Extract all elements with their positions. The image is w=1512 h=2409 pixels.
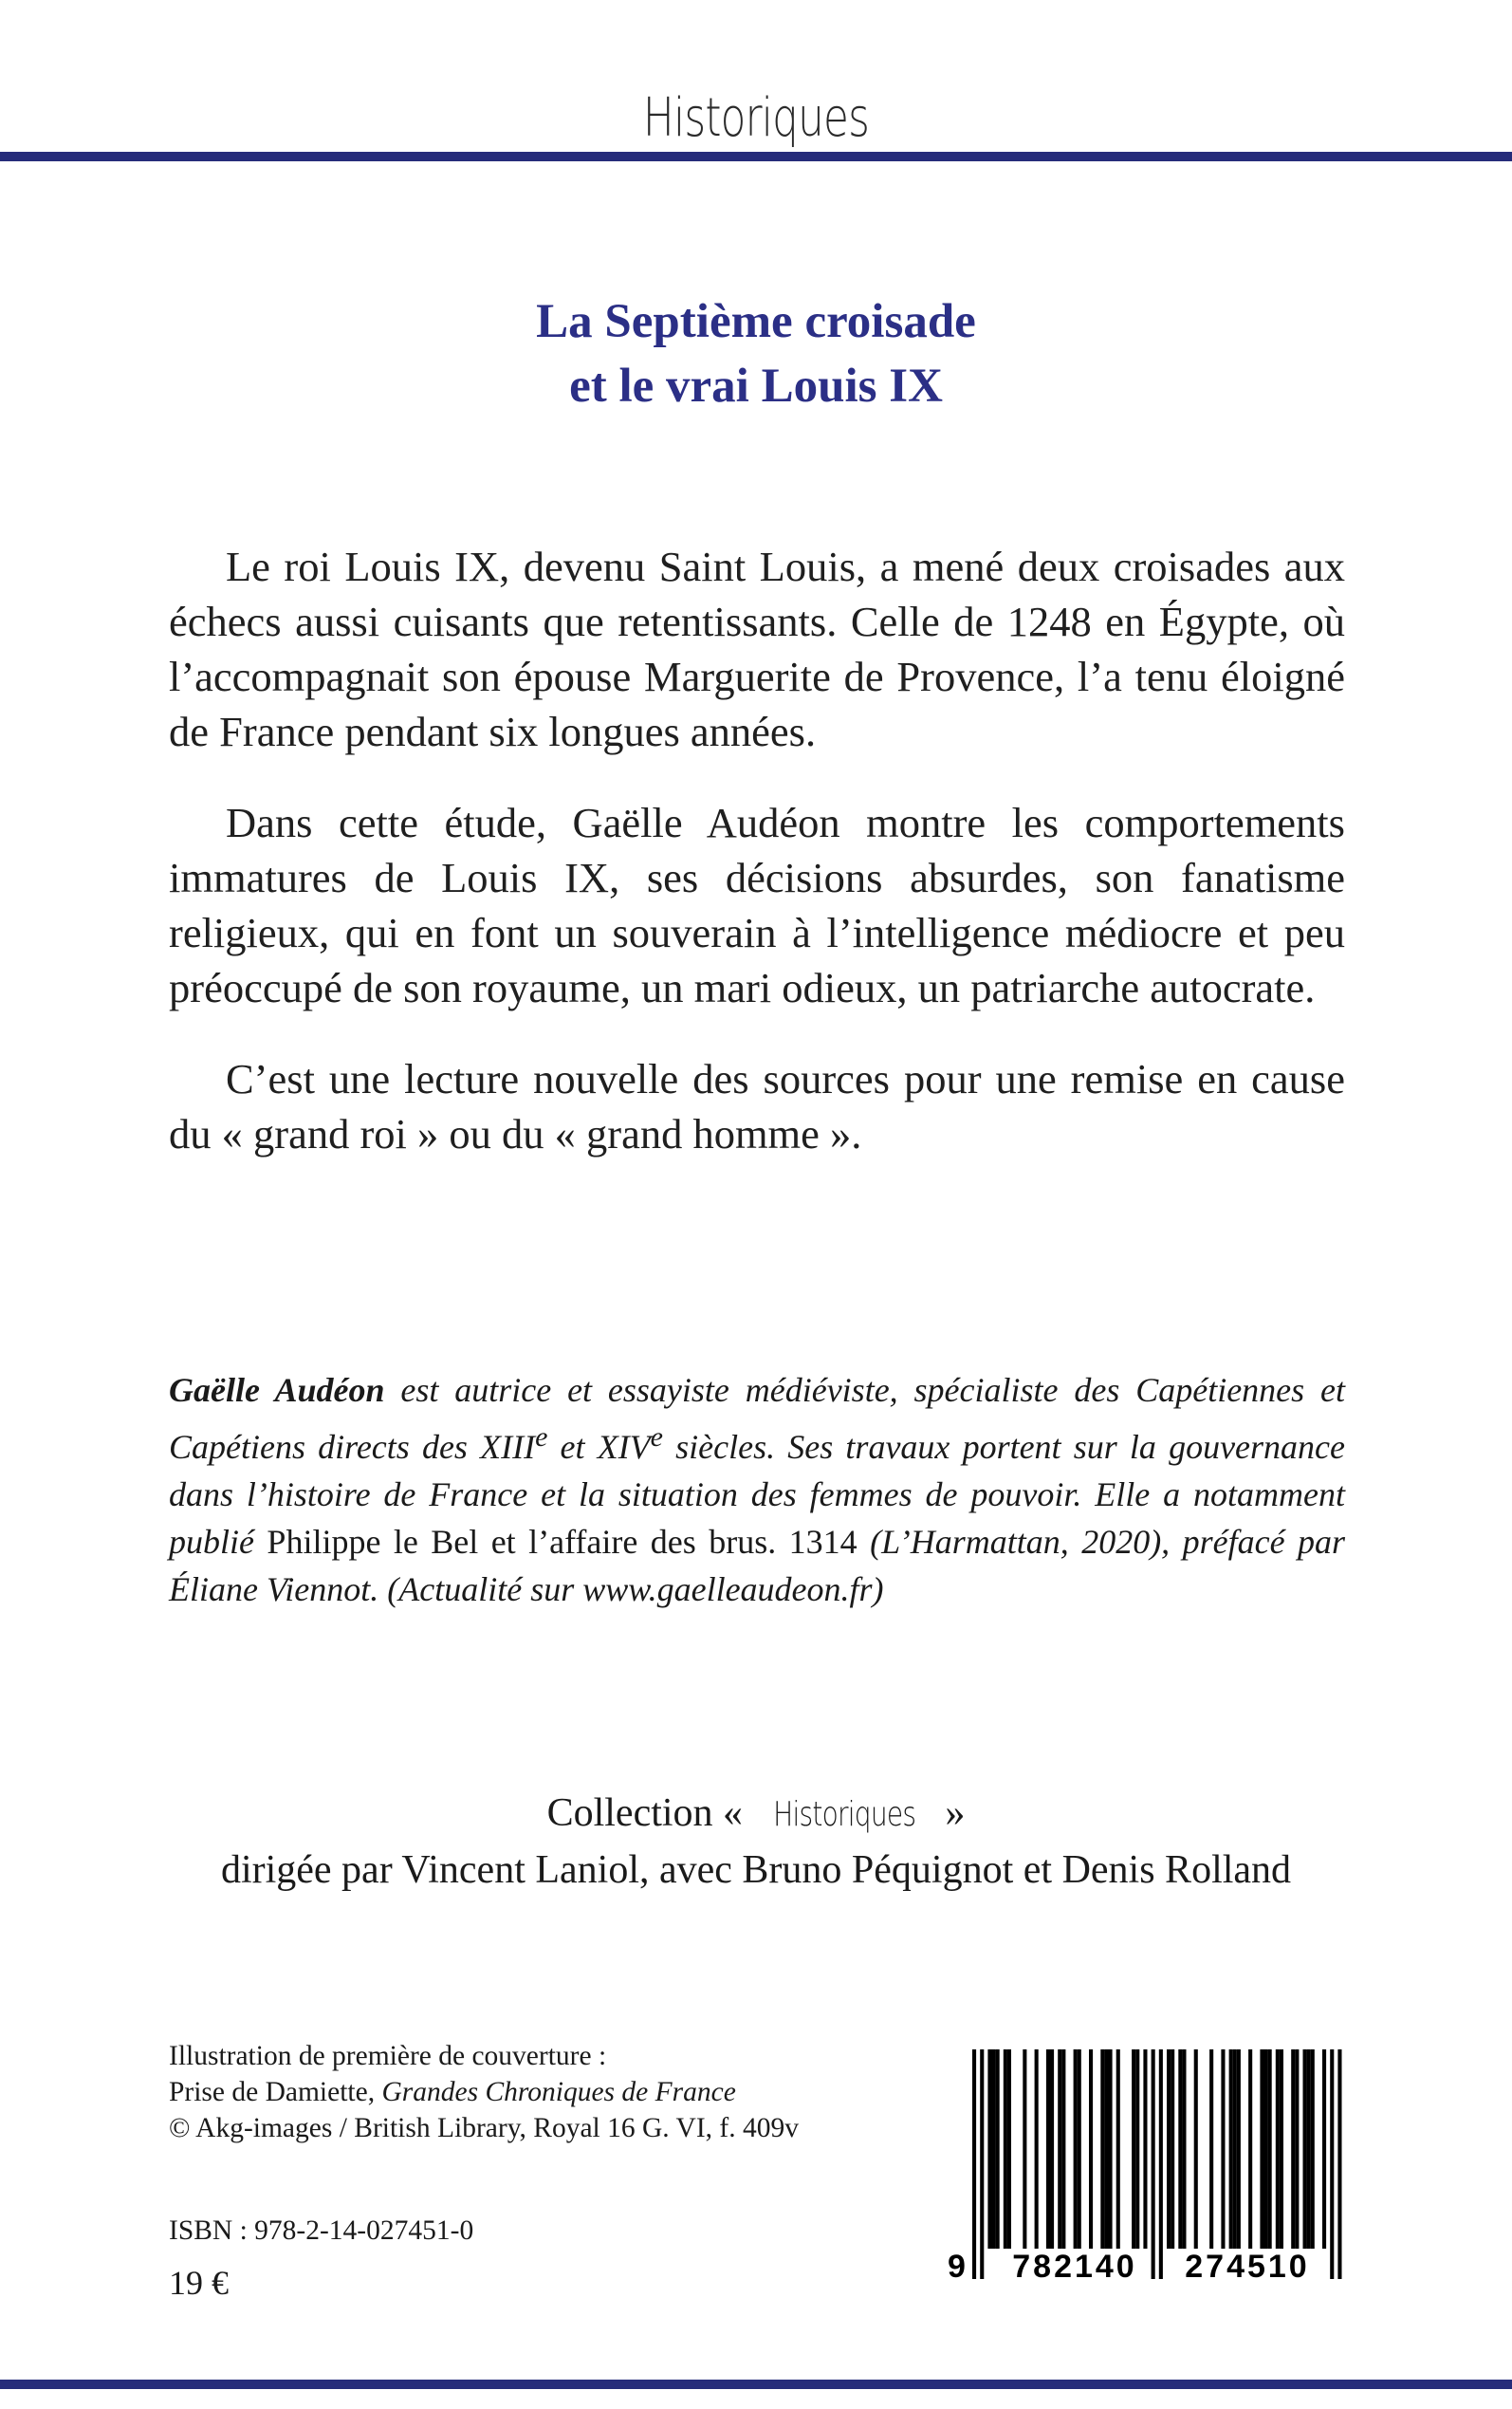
credits-italic: Grandes Chroniques de France [381,2077,736,2107]
price: 19 € [169,2264,229,2302]
barcode-bar [1233,2049,1237,2249]
bio-text-1: est autrice et essayiste médiéviste, spécialiste des Capétiennes et Capétiens directs des XIII [169,1371,1346,1466]
barcode-bar [1167,2049,1171,2249]
barcode-bar [1143,2049,1147,2249]
author-name: Gaëlle Audéon [169,1371,385,1409]
barcode-bar [992,2049,996,2249]
barcode-bar [1050,2049,1054,2249]
barcode-bar [1311,2049,1315,2249]
barcode-bar [1109,2049,1113,2249]
book-title [0,289,1512,418]
barcode-bar [1237,2049,1241,2249]
barcode-bar [1104,2049,1108,2249]
bio-text-3: siècles. Ses travaux portent sur la gouvernance dans l’histoire de France et la situation des femmes de pouvoir. Elle a notamment publié [169,1428,1345,1561]
collection-prefix: Collection « [546,1791,753,1835]
barcode-bar [1182,2049,1186,2249]
barcode-group-2: 274510 [1185,2249,1310,2285]
bio-sup-1: e [535,1421,548,1453]
collection-suffix: » [934,1791,966,1835]
barcode-bar [1291,2049,1295,2249]
barcode-bar [980,2049,984,2279]
barcode-bar [1322,2049,1326,2249]
barcode-bar [1330,2049,1334,2279]
barcode-bar [1178,2049,1182,2249]
collection-name: Historiques [772,1795,915,1834]
barcode-bar [1152,2049,1155,2279]
barcode-bar [1276,2049,1280,2249]
barcode-bar [1171,2049,1174,2249]
credits-line-3: © Akg-images / British Library, Royal 16 G. VI, f. 409v [169,2113,799,2143]
collection-directors: dirigée par Vincent Laniol, avec Bruno Péquignot et Denis Rolland [220,1848,1292,1892]
barcode-bar [1194,2049,1198,2249]
barcode-bar [1209,2049,1213,2249]
barcode-bar [1295,2049,1299,2249]
barcode-bar [1248,2049,1252,2249]
blurb-paragraph-3: C’est une lecture nouvelle des sources pour une remise en cause du « grand roi » ou du « grand homme ». [169,1055,1345,1158]
barcode-bar [1280,2049,1283,2249]
barcode-first-digit: 9 [948,2249,966,2285]
collection-line-1 [0,1786,1512,1843]
isbn: ISBN : 978-2-14-027451-0 [169,2215,474,2246]
barcode-bar [1135,2049,1139,2249]
barcode-bar [1132,2049,1135,2249]
blurb-paragraph-1: Le roi Louis IX, devenu Saint Louis, a mené deux croisades aux échecs aussi cuisants que retentissants. Celle de 1248 en Égypte, où l’accompagnait son épouse Marguerite de Provence, l’a tenu éloigné de France pendant six longues années. [169,543,1345,755]
barcode-bar [1023,2049,1026,2249]
barcode-bar [972,2049,976,2279]
bottom-rule [0,2380,1512,2389]
barcode-bar [1035,2049,1039,2249]
barcode-bar [1074,2049,1078,2249]
cover-credits [169,2038,928,2146]
barcode-bar [987,2049,991,2249]
bio-text-2: et XIV [547,1428,651,1466]
barcode-bar [1046,2049,1050,2249]
top-rule [0,152,1512,161]
barcode-bar [1303,2049,1307,2249]
barcode-bar [1264,2049,1268,2249]
collection-info [0,1786,1512,1898]
barcode-bar [1007,2049,1011,2249]
barcode-bar [1100,2049,1104,2249]
barcode [944,2049,1347,2287]
barcode-bar [1061,2049,1065,2249]
bio-text-4: (L’Harmattan, 2020), préfacé par Éliane Viennot. (Actualité sur www.gaelleaudeon.fr) [169,1523,1346,1608]
barcode-group-1: 782140 [1012,2249,1137,2285]
barcode-bar [1229,2049,1233,2249]
title-line-2: et le vrai Louis IX [569,360,943,413]
barcode-bar [1004,2049,1007,2249]
series-logo: Historiques [642,87,870,149]
barcode-bar [1058,2049,1061,2249]
barcode-bar [996,2049,1000,2249]
credits-prefix: Prise de Damiette, [169,2077,382,2107]
blurb [169,539,1345,1197]
author-bio [169,1366,1345,1613]
barcode-bar [1268,2049,1272,2249]
barcode-bar [1089,2049,1093,2249]
barcode-bar [1159,2049,1163,2279]
credits-line-2 [169,2074,928,2110]
title-line-1: La Septième croisade [536,295,976,348]
bio-book-title: Philippe le Bel et l’affaire des brus. 1314 [267,1523,857,1561]
barcode-bar [1116,2049,1120,2249]
blurb-paragraph-2: Dans cette étude, Gaëlle Audéon montre les comportements immatures de Louis IX, ses décisions absurdes, son fanatisme religieux, qui en font un souverain à l’intelligence médiocre et peu préoccupé de son royaume, un mari odieux, un patriarche autocrate. [169,799,1345,1011]
barcode-bar [1337,2049,1341,2279]
barcode-bar [1078,2049,1081,2249]
barcode-bar [1221,2049,1225,2249]
barcode-bar [1307,2049,1311,2249]
barcode-bar [1260,2049,1263,2249]
bio-sup-2: e [650,1421,663,1453]
credits-line-1: Illustration de première de couverture : [169,2041,607,2071]
